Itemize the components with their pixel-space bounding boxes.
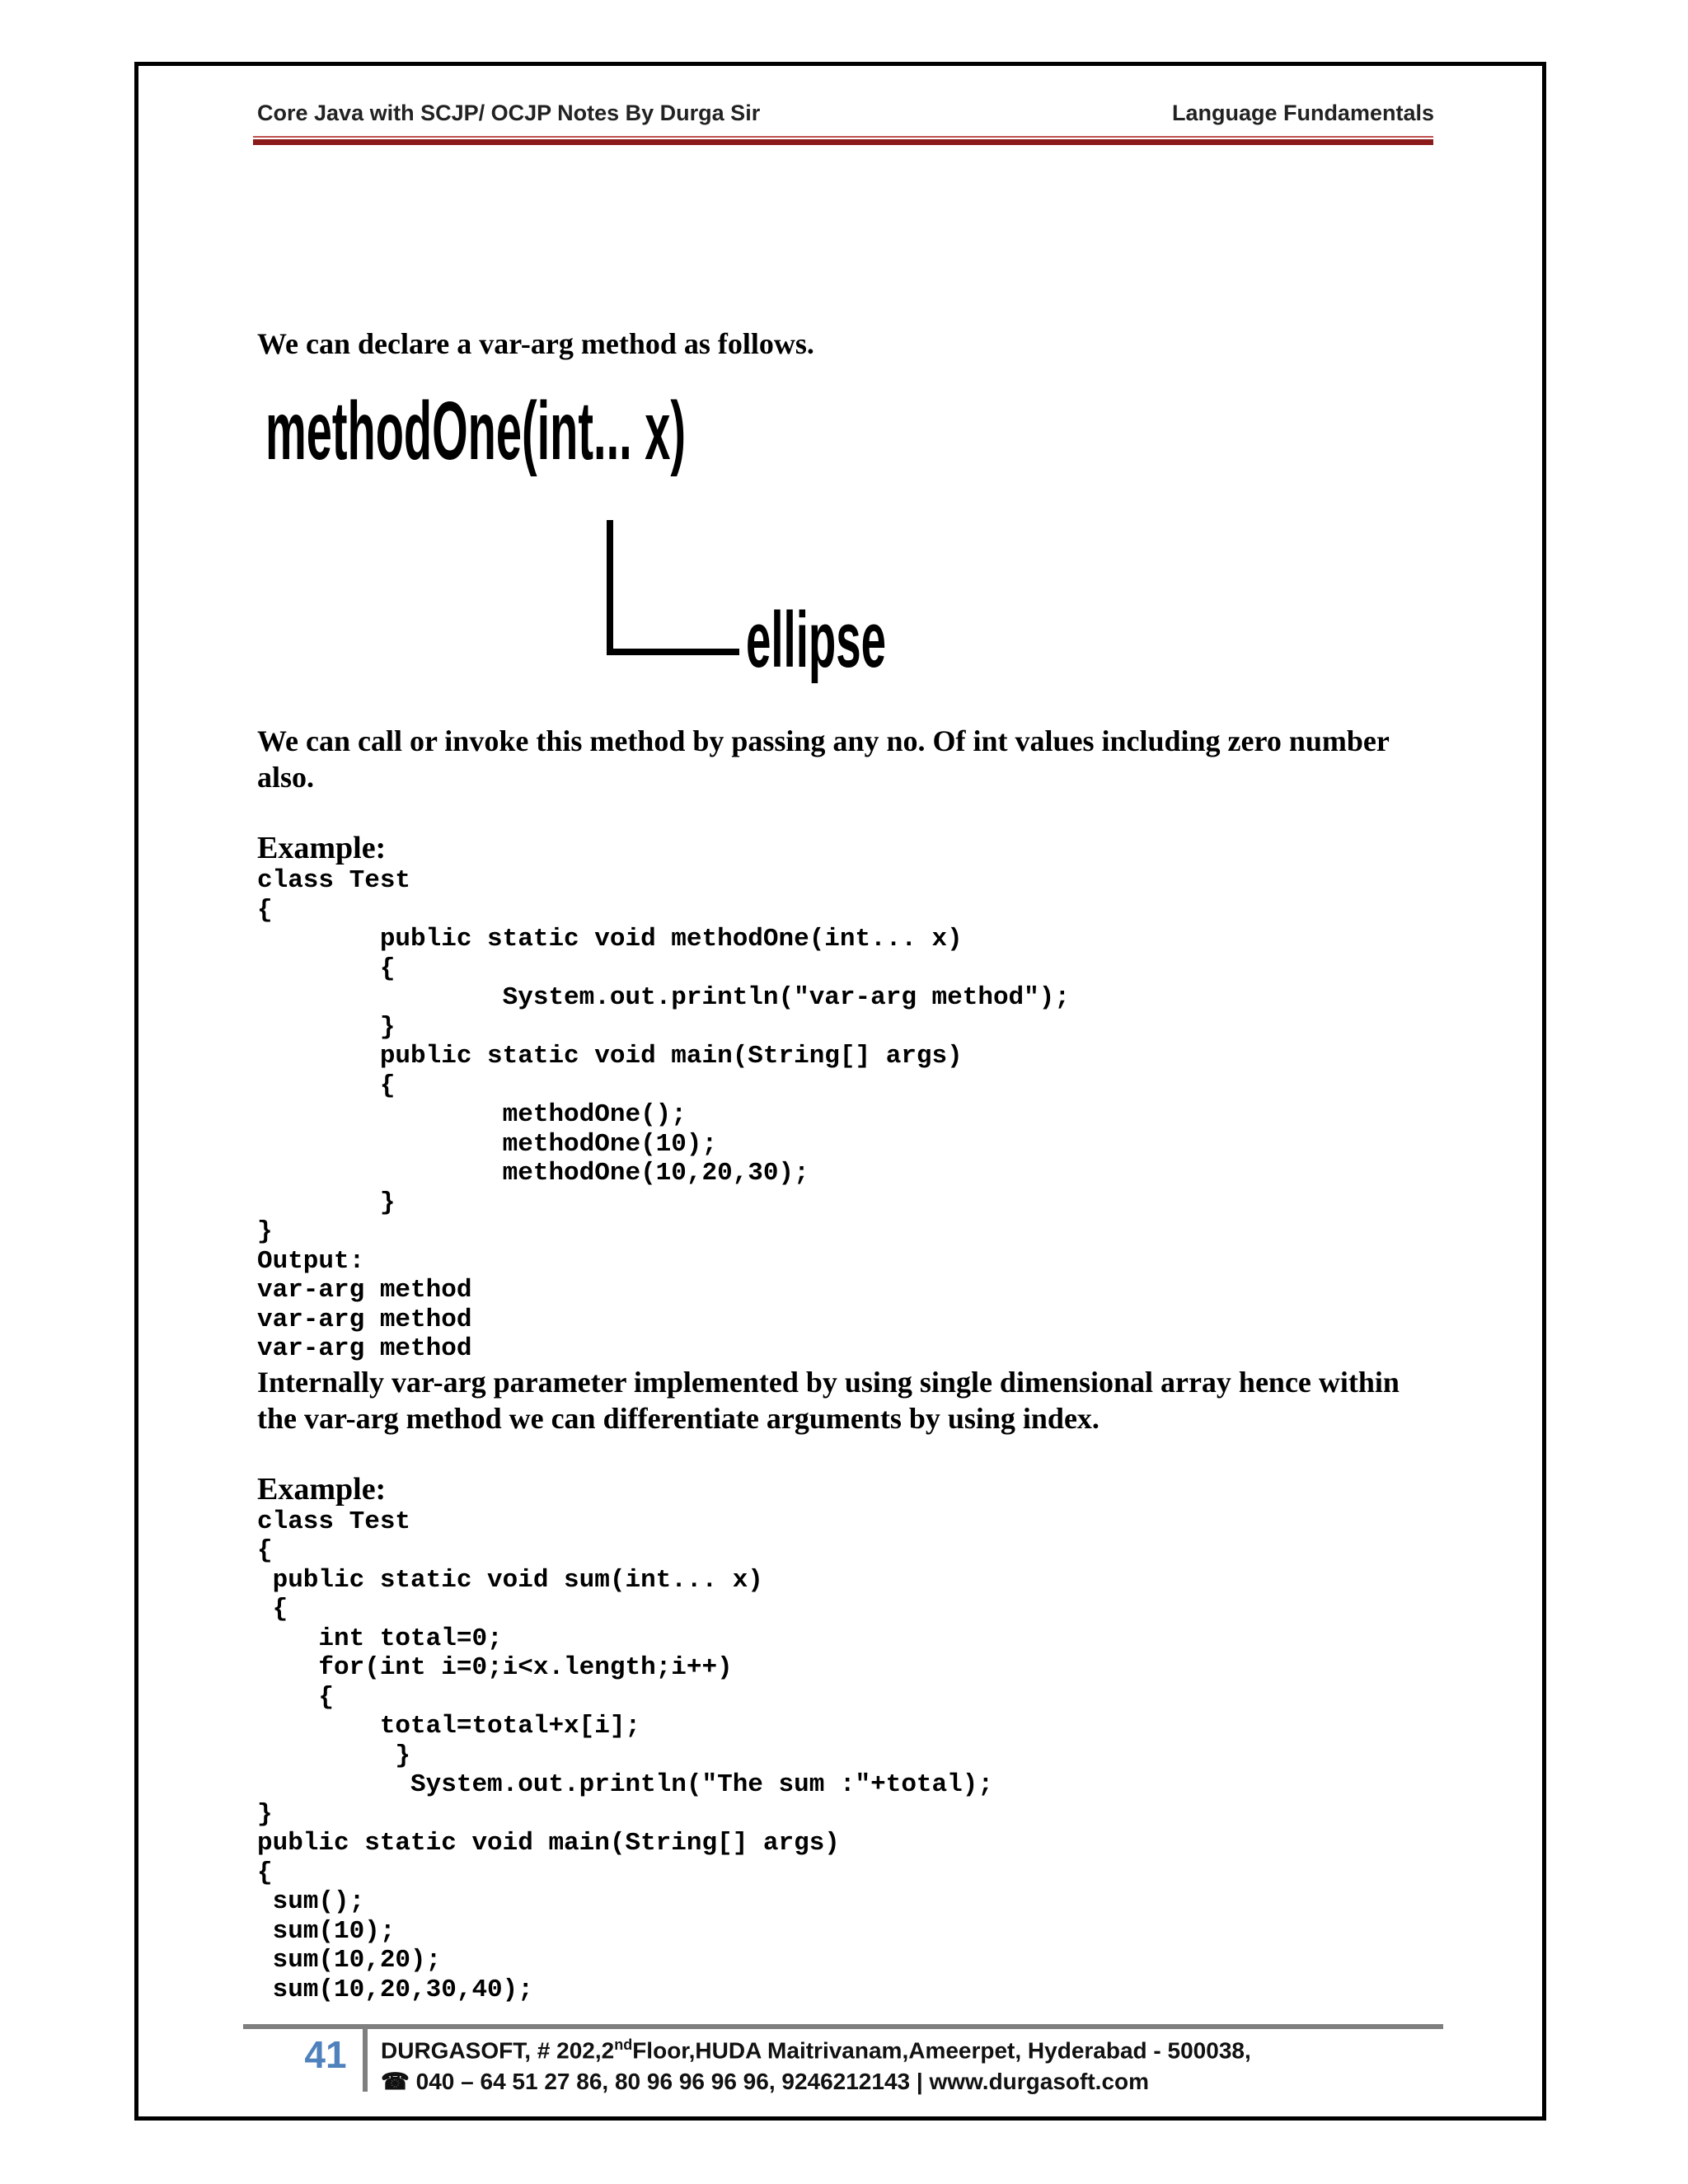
diagram-pointer-line <box>610 520 739 652</box>
address-sup: nd <box>614 2036 633 2053</box>
page-header <box>257 101 1434 134</box>
example-2-code: class Test { public static void sum(int... x) { int total=0; for(int i=0;i<x.length;i++) { total=total+x[i]; } System.out.println("The sum :"+total); } public static void main(String[] args) { sum(); sum(10); sum(10,20); sum(10,20,30,40); <box>257 1507 993 2004</box>
address-suffix: Floor,HUDA Maitrivanam,Ameerpet, Hyderabad - 500038, <box>632 2037 1251 2064</box>
footer-address <box>381 2029 1251 2097</box>
page-number: 41 <box>304 2033 347 2076</box>
header-rule-thick <box>253 139 1433 145</box>
internal-paragraph: Internally var-arg parameter implemented by using single dimensional array hence within the var-arg method we can differentiate arguments by using index. <box>257 1365 1400 1435</box>
diagram-pointer-label: ellipse <box>746 596 886 684</box>
footer-contact: ☎ 040 – 64 51 27 86, 80 96 96 96 96, 9246212143 | www.durgasoft.com <box>381 2069 1150 2095</box>
page-content <box>257 326 1411 2004</box>
diagram-method-label: methodOne(int... x) <box>265 385 686 477</box>
footer-address-line <box>381 2029 1251 2066</box>
footer-divider <box>363 2027 368 2092</box>
invoke-paragraph: We can call or invoke this method by passing any no. Of int values including zero number also. <box>257 724 1390 794</box>
header-rule-thin <box>253 136 1433 138</box>
example-1-code: class Test { public static void methodOne(int... x) { System.out.println("var-arg method"); } public static void main(String[] args) { methodOne(); methodOne(10); methodOne(10,20,30); } } Output: var-arg method var-arg method var-arg method <box>257 866 1070 1363</box>
header-title: Core Java with SCJP/ OCJP Notes By Durga Sir <box>257 101 761 125</box>
header-section: Language Fundamentals <box>1171 101 1434 125</box>
intro-paragraph: We can declare a var-arg method as follows. <box>257 327 814 360</box>
var-arg-diagram <box>257 362 1411 708</box>
address-prefix: DURGASOFT, # 202,2 <box>381 2037 615 2064</box>
example-1-label: Example: <box>257 831 387 865</box>
example-2-label: Example: <box>257 1471 387 1507</box>
diagram-svg <box>257 362 1411 708</box>
